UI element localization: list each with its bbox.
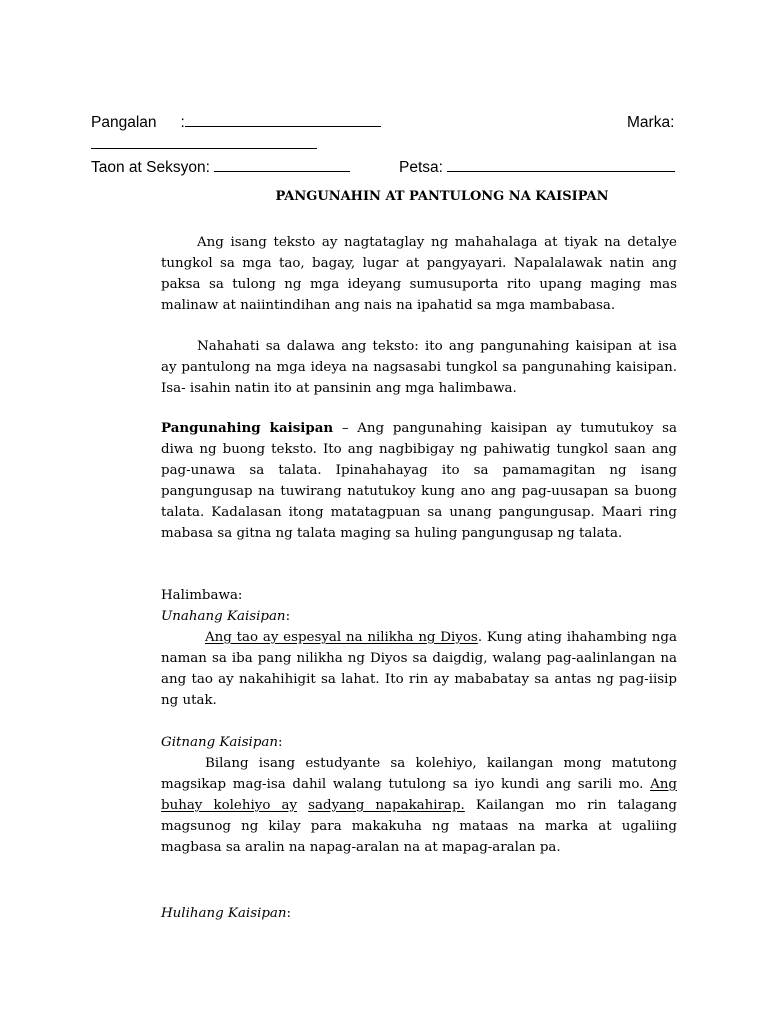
section-row: [91, 158, 350, 178]
first-example-paragraph: [161, 627, 677, 711]
first-example-rest: . Kung ating ihahambing nga naman sa iba pang nilikha ng Diyos sa daigdig, walang pag-aalinlangan na ang tao ay nakahihigit sa lahat. Ito rin ay mababatay sa antas ng pag-iisip ng utak.: [161, 630, 677, 708]
grade-blank-row: [91, 135, 317, 155]
name-row: [91, 113, 381, 133]
middle-example-label-row: [161, 732, 283, 753]
middle-example-after: Kailangan mo rin talagang magsunog ng kilay para makakuha ng mataas na marka at ugaliing magbasa sa aralin na napag-aralan na at mapag-aralan pa.: [161, 798, 677, 855]
definition-body: – Ang pangunahing kaisipan ay tumutukoy sa diwa ng buong teksto. Ito ang nagbibigay ng pahiwatig tungkol saan ang pag-unawa sa talata. Ipinahahayag ito sa pamamagitan ng isang pangungusap na tuwirang natutukoy kung ano ang pag-uusapan sa buong talata. Kadalasan itong matatagpuan sa unang pangungusap. Maari ring mabasa sa gitna ng talata maging sa huling pangungusap ng talata.: [161, 421, 677, 541]
intro-text-1: Ang isang teksto ay nagtataglay ng mahahalaga at tiyak na detalye tungkol sa mga tao, bagay, lugar at pangyayari. Napalalawak natin ang paksa sa tulong ng mga ideyang sumusuporta rito upang maging mas malinaw at naiintindihan ang nais na ipahatid sa mga mambabasa.: [161, 235, 677, 313]
middle-example-paragraph: [161, 753, 677, 858]
date-label: Petsa:: [399, 159, 443, 176]
middle-example-label: Gitnang Kaisipan: [161, 735, 279, 750]
middle-example-colon: :: [278, 735, 283, 750]
first-example-colon: :: [285, 609, 291, 624]
date-blank-line: [447, 158, 675, 172]
middle-example-before: Bilang isang estudyante sa kolehiyo, kailangan mong matutong magsikap mag-isa dahil walang tutulong sa iyo kundi ang sarili mo.: [161, 756, 677, 792]
last-example-label-row: [161, 903, 291, 924]
intro-text-2: Nahahati sa dalawa ang teksto: ito ang pangunahing kaisipan at isa ay pantulong na mga ideya na nagsasabi tungkol sa pangunahing kaisipan. Isa- isahin natin ito at pansinin ang mga halimbawa.: [161, 339, 677, 396]
grade-blank-line: [91, 135, 317, 149]
first-example-label-row: [161, 606, 290, 627]
examples-heading: Halimbawa:: [161, 588, 243, 603]
name-label: Pangalan: [91, 114, 157, 131]
middle-example-space: [297, 798, 308, 813]
first-example-main-idea: Ang tao ay espesyal na nilikha ng Diyos: [205, 630, 478, 645]
last-example-label: Hulihang Kaisipan: [161, 906, 287, 921]
first-example-label: Unahang Kaisipan: [161, 609, 286, 624]
page-title: PANGUNAHIN AT PANTULONG NA KAISIPAN: [275, 189, 609, 204]
date-row: [399, 158, 675, 178]
intro-paragraph-1: [161, 232, 677, 316]
last-example-colon: :: [286, 906, 292, 921]
grade-label: Marka:: [627, 114, 675, 131]
middle-example-main-idea-b: sadyang napakahirap.: [308, 798, 465, 813]
definition-term: Pangunahing kaisipan: [161, 420, 334, 436]
intro-paragraph-2: [161, 336, 677, 399]
section-label: Taon at Seksyon:: [91, 159, 210, 176]
name-blank-line: [185, 113, 381, 127]
definition-paragraph: [161, 418, 677, 544]
name-colon: :: [180, 114, 185, 131]
middle-example-main-idea-a: Ang buhay kolehiyo ay: [161, 777, 677, 813]
section-blank-line: [214, 158, 350, 172]
